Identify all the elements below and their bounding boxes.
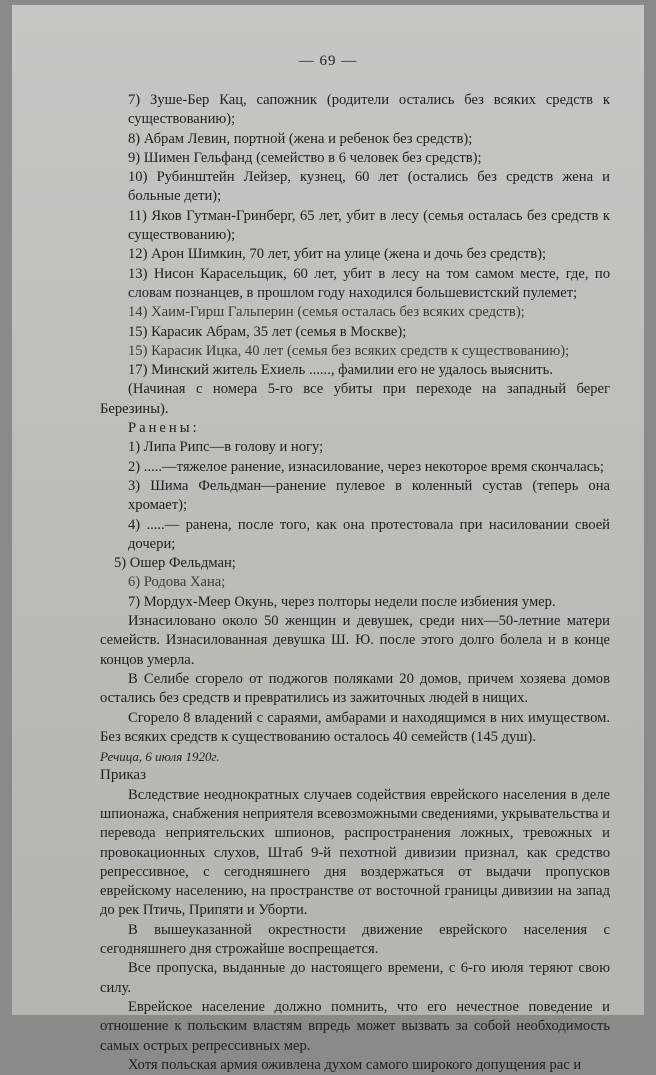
order-paragraph: Вследствие неоднократных случаев содействия еврейского населения в деле шпионажа, снабжения неприятеля всевозможными сведениями, укрывательства и перевода неприятельских шпионов, распространения ложных, тревожных и провокационных слухов, Штаб 9-й пехотной дивизии признал, как средство репрессивное, с сегодняшнего дня воздержаться от выдачи пропусков еврейскому населению, на пространстве от восточной границы дивизии на запад до рек Птичь, Припяти и Уборти. <box>100 786 610 919</box>
list-item: 7) Мордух-Меер Окунь, через полторы недели после избиения умер. <box>128 593 556 610</box>
document-page <box>12 5 644 1073</box>
list-item: 5) Ошер Фельдман; <box>114 555 236 572</box>
order-paragraph: Хотя польская армия оживлена духом самого широкого допущения рас и <box>128 1056 582 1073</box>
list-item: 1) Липа Рипс—в голову и ногу; <box>128 439 324 456</box>
killed-note: (Начиная с номера 5-го все убиты при переходе на западный берег Березины). <box>100 381 610 417</box>
list-item: 8) Абрам Левин, портной (жена и ребенок без средств); <box>128 130 473 147</box>
list-item: 17) Минский житель Ехиель ......, фамилии его не удалось выяснить. <box>128 362 553 379</box>
list-item: 3) Шима Фельдман—ранение пулевое в коленный сустав (теперь она хромает); <box>128 477 610 514</box>
order-title: Приказ <box>100 767 147 784</box>
list-item: 7) Зуше-Бер Кац, сапожник (родители остались без всяких средств к существованию); <box>128 92 610 128</box>
list-item: 13) Нисон Карасельщик, 60 лет, убит в лесу на том самом месте, где, по словам познанцев, в прошлом году находился большевистский пулемет; <box>128 265 610 301</box>
list-item: 6) Родова Хана; <box>128 574 226 591</box>
summary-paragraph: Сгорело 8 владений с сараями, амбарами и находящимся в них имуществом. Без всяких средств к существованию осталось 40 семейств (145 душ). <box>100 709 610 745</box>
list-item: 10) Рубинштейн Лейзер, кузнец, 60 лет (остались без средств жена и больные дети); <box>128 169 610 205</box>
dateline: Речица, 6 июля 1920г. <box>100 749 220 765</box>
list-item: 14) Хаим-Гирш Гальперин (семья осталась без всяких средств); <box>128 304 525 321</box>
list-item: 15) Карасик Ицка, 40 лет (семья без всяких средств к существованию); <box>128 342 570 359</box>
list-item: 9) Шимен Гельфанд (семейство в 6 человек без средств); <box>128 149 482 166</box>
list-item: 11) Яков Гутман-Гринберг, 65 лет, убит в лесу (семья осталась без средств к существованию); <box>128 207 610 244</box>
summary-paragraph: В Селибе сгорело от поджогов поляками 20 домов, причем хозяева домов остались без средств и превратились из зажиточных людей в нищих. <box>100 670 610 707</box>
list-item: 12) Арон Шимкин, 70 лет, убит на улице (жена и дочь без средств); <box>128 246 547 263</box>
list-item: 2) .....—тяжелое ранение, изнасилование, через некоторое время скончалась; <box>128 458 604 475</box>
summary-paragraph: Изнасиловано около 50 женщин и девушек, среди них—50-летние матери семейств. Изнасилованная девушка Ш. Ю. после этого долго болела и в конце концов умерла. <box>100 613 610 668</box>
order-paragraph: В вышеуказанной окрестности движение еврейского населения с сегодняшнего дня строжайше воспрещается. <box>100 921 610 958</box>
wounded-heading: Ранены: <box>128 420 200 437</box>
document-body <box>100 91 610 1075</box>
order-paragraph: Все пропуска, выданные до настоящего времени, с 6-го июля теряют свою силу. <box>100 960 610 996</box>
page-number: — 69 — <box>298 53 358 69</box>
list-item: 15) Карасик Абрам, 35 лет (семья в Москве); <box>128 323 407 340</box>
order-paragraph: Еврейское население должно помнить, что его нечестное поведение и отношение к польским властям впредь может вызвать за собой необходимость самых острых репрессивных мер. <box>100 998 610 1054</box>
list-item: 4) .....— ранена, после того, как она протестовала при насиловании своей дочери; <box>128 516 610 552</box>
